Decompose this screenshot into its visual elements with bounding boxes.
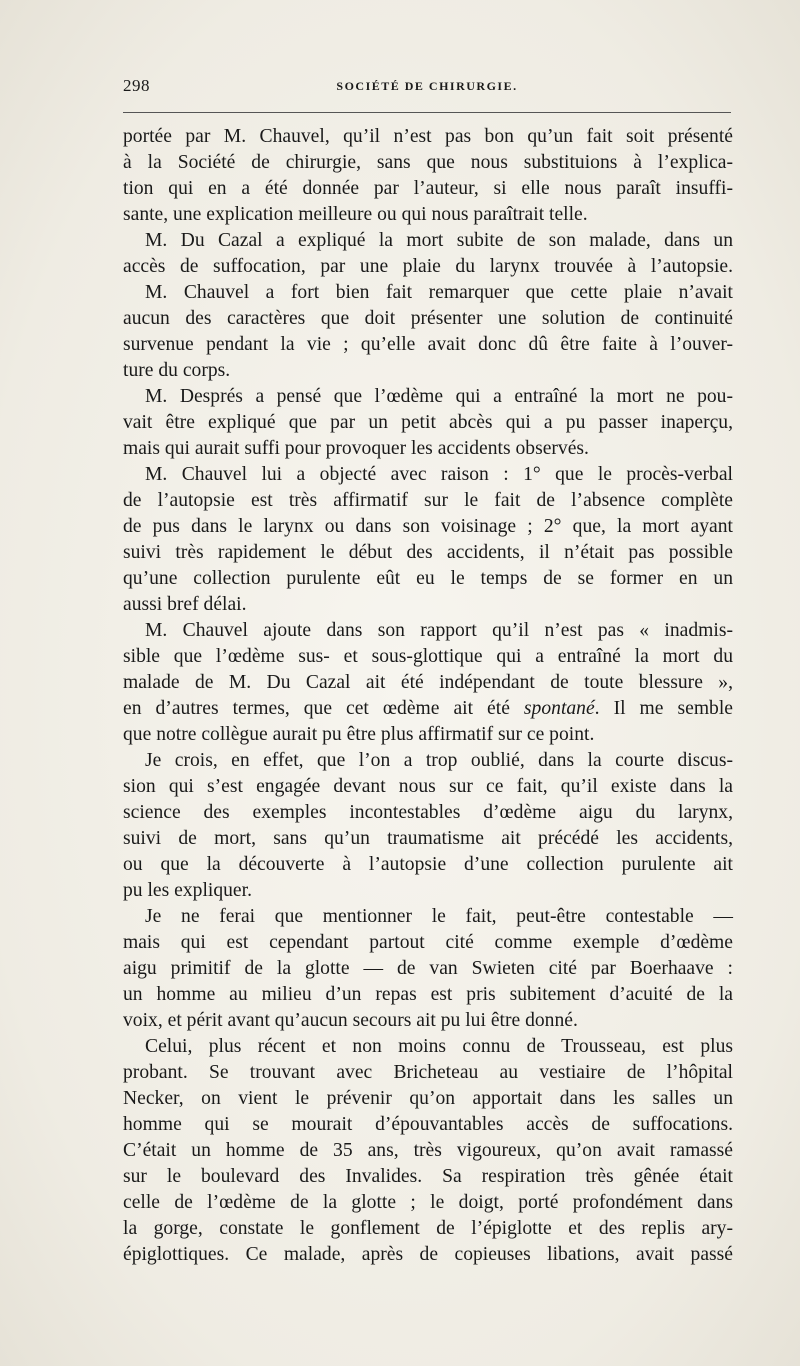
text-line: qu’une collection purulente eût eu le temps de se former en un <box>123 568 733 589</box>
text-line: probant. Se trouvant avec Bricheteau au vestiaire de l’hôpital <box>123 1062 733 1083</box>
text-segment: en d’autres termes, que cet œdème ait été <box>123 698 510 719</box>
text-line: tion qui en a été donnée par l’auteur, si elle nous paraît insuffi- <box>123 178 733 199</box>
page-header <box>123 76 731 102</box>
text-line: homme qui se mourait d’épouvantables accès de suffocations. <box>123 1114 733 1135</box>
text-line: de l’autopsie est très affirmatif sur le fait de l’absence complète <box>123 490 733 511</box>
text-line: M. Chauvel ajoute dans son rapport qu’il n’est pas « inadmis- <box>145 620 733 641</box>
page-number: 298 <box>123 76 150 95</box>
text-segment: . Il me semble <box>594 698 733 719</box>
text-line: malade de M. Du Cazal ait été indépendant de toute blessure », <box>123 672 733 693</box>
text-line: aucun des caractères que doit présenter une solution de continuité <box>123 308 733 329</box>
text-line: sion qui s’est engagée devant nous sur ce fait, qu’il existe dans la <box>123 776 733 797</box>
text-line: mais qui aurait suffi pour provoquer les accidents observés. <box>123 438 589 459</box>
text-line: M. Chauvel a fort bien fait remarquer que cette plaie n’avait <box>145 282 733 303</box>
text-line: à la Société de chirurgie, sans que nous substituions à l’explica- <box>123 152 733 173</box>
text-line: M. Després a pensé que l’œdème qui a entraîné la mort ne pou- <box>145 386 733 407</box>
text-line: aigu primitif de la glotte — de van Swieten cité par Boerhaave : <box>123 958 733 979</box>
text-line: un homme au milieu d’un repas est pris subitement d’acuité de la <box>123 984 733 1005</box>
italic-word: spontané <box>523 698 595 719</box>
text-line: sur le boulevard des Invalides. Sa respiration très gênée était <box>123 1166 733 1187</box>
text-line: sante, une explication meilleure ou qui nous paraîtrait telle. <box>123 204 588 225</box>
text-line: Je crois, en effet, que l’on a trop oublié, dans la courte discus- <box>145 750 733 771</box>
text-line: sible que l’œdème sus- et sous-glottique qui a entraîné la mort du <box>123 646 733 667</box>
text-line: ou que la découverte à l’autopsie d’une collection purulente ait <box>123 854 733 875</box>
body-text <box>123 124 733 1268</box>
text-line: voix, et périt avant qu’aucun secours ait pu lui être donné. <box>123 1010 578 1031</box>
text-line: survenue pendant la vie ; qu’elle avait donc dû être faite à l’ouver- <box>123 334 733 355</box>
running-title: SOCIÉTÉ DE CHIRURGIE. <box>336 79 518 93</box>
text-line: vait être expliqué que par un petit abcès qui a pu passer inaperçu, <box>123 412 733 433</box>
text-line: pu les expliquer. <box>123 880 252 901</box>
text-line: M. Du Cazal a expliqué la mort subite de son malade, dans un <box>145 230 733 251</box>
text-line: mais qui est cependant partout cité comme exemple d’œdème <box>123 932 733 953</box>
text-line: Celui, plus récent et non moins connu de Trousseau, est plus <box>145 1036 733 1057</box>
text-line: la gorge, constate le gonflement de l’épiglotte et des replis ary- <box>123 1218 733 1239</box>
text-line: aussi bref délai. <box>123 594 247 615</box>
header-rule <box>123 112 731 113</box>
text-line: suivi de mort, sans qu’un traumatisme ait précédé les accidents, <box>123 828 733 849</box>
text-line: accès de suffocation, par une plaie du larynx trouvée à l’autopsie. <box>123 256 733 277</box>
text-line: science des exemples incontestables d’œdème aigu du larynx, <box>123 802 733 823</box>
text-line: de pus dans le larynx ou dans son voisinage ; 2° que, la mort ayant <box>123 516 733 537</box>
text-line: ture du corps. <box>123 360 231 381</box>
text-line: Je ne ferai que mentionner le fait, peut-être contestable — <box>145 906 733 927</box>
text-line-mixed <box>123 696 733 722</box>
text-line: C’était un homme de 35 ans, très vigoureux, qu’on avait ramassé <box>123 1140 733 1161</box>
text-line: que notre collègue aurait pu être plus affirmatif sur ce point. <box>123 724 595 745</box>
text-line: portée par M. Chauvel, qu’il n’est pas bon qu’un fait soit présenté <box>123 126 733 147</box>
text-line: celle de l’œdème de la glotte ; le doigt, porté profondément dans <box>123 1192 733 1213</box>
text-line: épiglottiques. Ce malade, après de copieuses libations, avait passé <box>123 1244 733 1265</box>
text-line: suivi très rapidement le début des accidents, il n’était pas possible <box>123 542 733 563</box>
text-line: M. Chauvel lui a objecté avec raison : 1° que le procès-verbal <box>145 464 733 485</box>
text-line: Necker, on vient le prévenir qu’on apportait dans les salles un <box>123 1088 733 1109</box>
